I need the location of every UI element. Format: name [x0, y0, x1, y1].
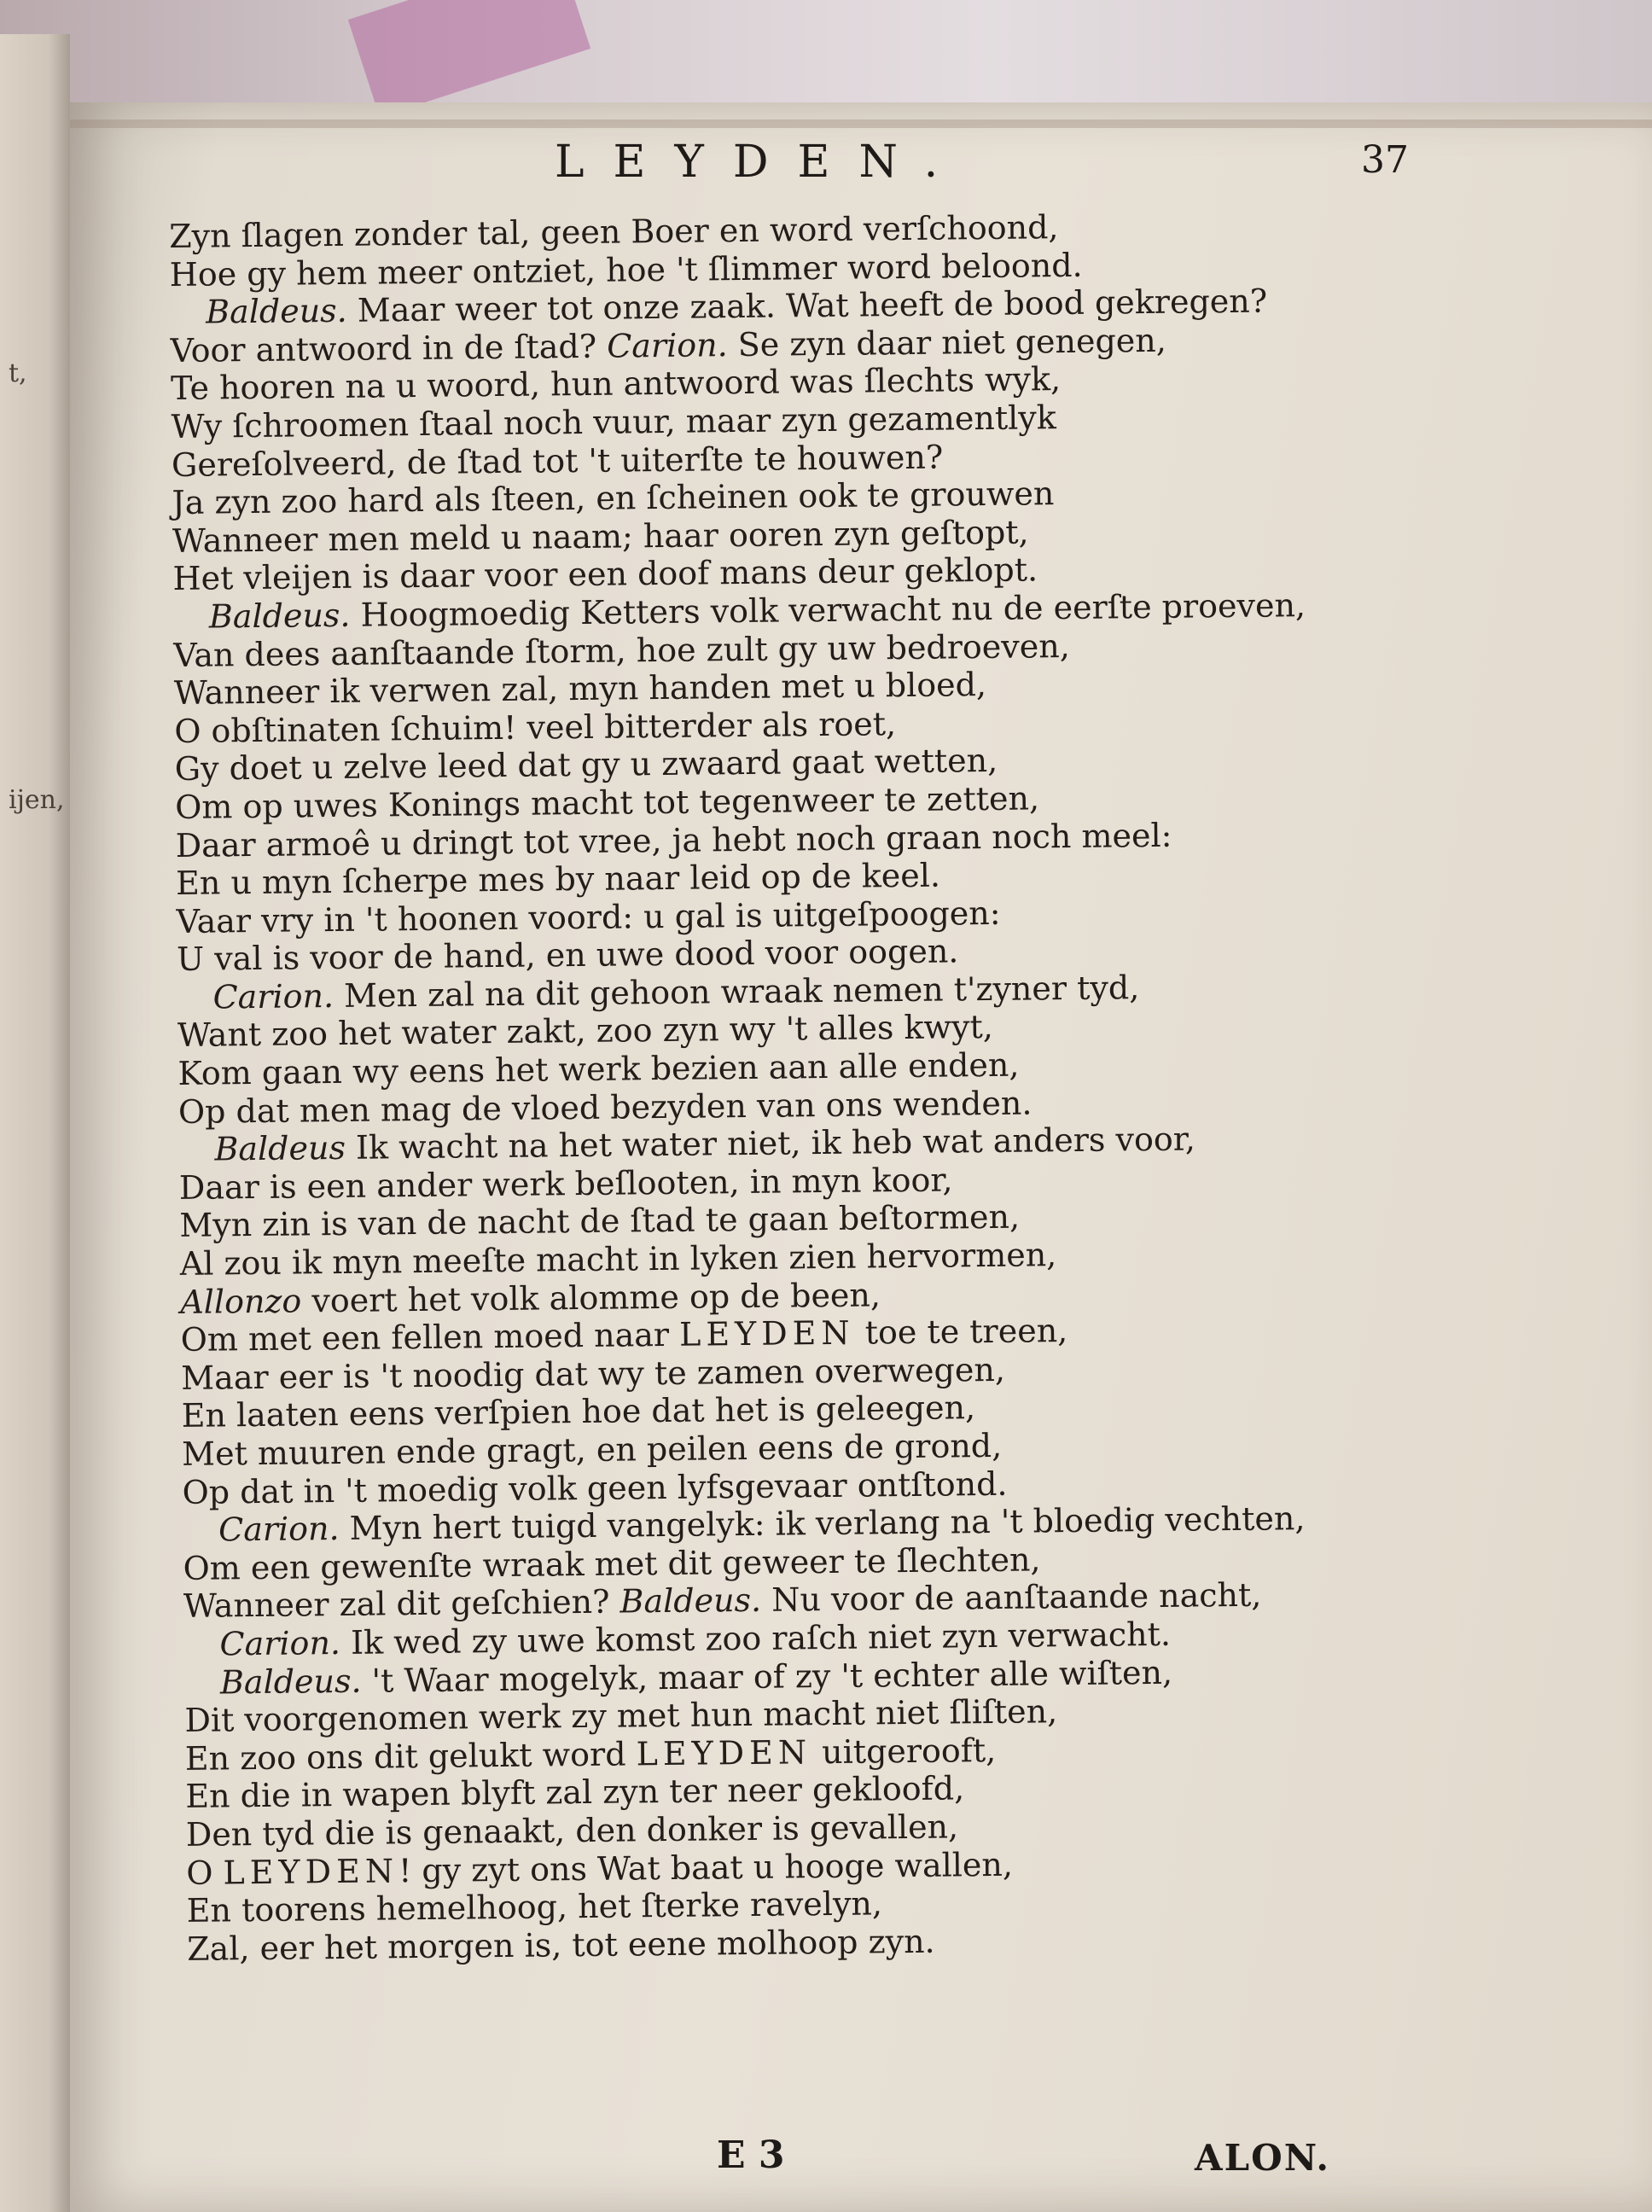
verse-text-segment: toe te treen,: [854, 1312, 1068, 1352]
verse-text-segment: Op dat in 't moedig volk geen lyfsgevaar ontſtond.: [182, 1464, 1008, 1511]
verse-text-segment: Maar weer tot onze zaak. Wat heeft de bood gekregen?: [346, 282, 1268, 330]
verse-text-segment: Te hooren na u woord, hun antwoord was ſlechts wyk,: [170, 360, 1062, 408]
speaker-name: Baldeus: [214, 1129, 346, 1168]
verse-text-segment: ! gy zyt ons Wat baat u hooge wallen,: [398, 1845, 1014, 1889]
verse-text-segment: En die in wapen blyft zal zyn ter neer gekloofd,: [185, 1769, 965, 1816]
verse-text-segment: Zal, eer het morgen is, tot eene molhoop zyn.: [187, 1922, 935, 1968]
running-head-title: LEYDEN.: [555, 137, 968, 188]
verse-text-segment: Nu voor de aanſtaande nacht,: [760, 1576, 1262, 1620]
verse-text-segment: Ja zyn zoo hard als ſteen, en ſcheinen ook te grouwen: [172, 474, 1055, 522]
verse-text-segment: Se zyn daar niet genegen,: [727, 321, 1167, 364]
verse-text-segment: O obſtinaten ſchuim! veel bitterder als roet,: [174, 704, 897, 750]
place-name: LEYDEN: [636, 1732, 812, 1773]
signature-mark: E 3: [717, 2133, 785, 2177]
speaker-name: Carion.: [219, 1623, 341, 1663]
verse-text-segment: Zyn ſlagen zonder tal, geen Boer en word verſchoond,: [169, 208, 1059, 255]
verse-text-segment: En laaten eens verſpien hoe dat het is geleegen,: [181, 1388, 976, 1435]
verse-text-segment: Daar is een ander werk beſlooten, in myn koor,: [178, 1161, 953, 1207]
left-page-fragment: ijen,: [9, 785, 65, 815]
verse-text-segment: Om een gewenſte wraak met dit geweer te ſlechten,: [183, 1540, 1041, 1587]
verse-text-segment: Al zou ik myn meeſte macht in lyken zien hervormen,: [179, 1236, 1057, 1283]
speaker-name: Carion.: [212, 976, 334, 1016]
speaker-name: Baldeus.: [208, 596, 351, 636]
speaker-name: Allonzo: [180, 1282, 302, 1321]
verse-text-segment: Het vleijen is daar voor een doof mans deur geklopt.: [172, 550, 1038, 598]
verse-text-segment: Den tyd die is genaakt, den donker is gevallen,: [185, 1807, 959, 1854]
speaker-name: Carion.: [218, 1510, 340, 1549]
verse-text-segment: Myn hert tuigd vangelyk: ik verlang na 't bloedig vechten,: [339, 1499, 1306, 1548]
speaker-name: Baldeus.: [219, 1662, 362, 1702]
verse-text-segment: Myn zin is van de nacht de ſtad te gaan beſtormen,: [179, 1198, 1021, 1245]
verse-text-segment: Gereſolveerd, de ſtad tot 't uiterſte te houwen?: [171, 438, 944, 484]
verse-text-segment: En u myn ſcherpe mes by naar leid op de keel.: [175, 856, 941, 903]
verse-text-segment: U val is voor de hand, en uwe dood voor oogen.: [176, 932, 959, 979]
verse-text-segment: Dit voorgenomen werk zy met hun macht niet ſliſten,: [184, 1692, 1058, 1740]
verse-text-segment: Wanneer men meld u naam; haar ooren zyn geſtopt,: [172, 513, 1029, 560]
verse-text-segment: Maar eer is 't noodig dat wy te zamen overwegen,: [181, 1350, 1006, 1397]
verse-text-segment: O: [186, 1853, 224, 1892]
verse-text-segment: Daar armoê u dringt tot vree, ja hebt noch graan noch meel:: [175, 816, 1172, 864]
verse-text-segment: Wanneer ik verwen zal, myn handen met u bloed,: [173, 666, 987, 713]
verse-text-segment: Om op uwes Konings macht tot tegenweer te zetten,: [175, 779, 1040, 826]
verse-text-segment: Ik wed zy uwe komst zoo raſch niet zyn verwacht.: [340, 1615, 1172, 1662]
verse-text-segment: Hoe gy hem meer ontziet, hoe 't ſlimmer word beloond.: [169, 246, 1083, 294]
verse-text-segment: Hoogmoedig Ketters volk verwacht nu de eerſte proeven,: [350, 586, 1306, 634]
verse-text-segment: Kom gaan wy eens het werk bezien aan alle enden,: [177, 1045, 1020, 1093]
left-page-fragment: t,: [9, 358, 27, 388]
place-name: LEYDEN: [678, 1313, 855, 1354]
catchword: ALON.: [1195, 2137, 1331, 2179]
verse-text-segment: Met muuren ende gragt, en peilen eens de grond,: [181, 1426, 1003, 1473]
verse-text-segment: uitgerooft,: [811, 1731, 997, 1771]
page-top-edge: [70, 119, 1652, 128]
verse-text-segment: 't Waar mogelyk, maar of zy 't echter alle wiſten,: [361, 1653, 1173, 1700]
verse-text-segment: Wanneer zal dit geſchien?: [183, 1582, 620, 1626]
verse-text-segment: Op dat men mag de vloed bezyden van ons wenden.: [177, 1084, 1032, 1131]
speaker-name: Baldeus.: [205, 292, 347, 331]
verse-text-segment: Voor antwoord in de ſtad?: [170, 327, 608, 370]
verse-text-segment: Vaar vry in 't hoonen voord: u gal is uitgeſpoogen:: [176, 894, 1001, 940]
place-name: LEYDEN: [223, 1851, 399, 1891]
speaker-name: Carion.: [606, 325, 728, 365]
verse-text: [169, 204, 1484, 1968]
verse-text-segment: Om met een fellen moed naar: [180, 1316, 680, 1359]
verse-text-segment: Van dees aanſtaande ſtorm, hoe zult gy uw bedroeven,: [173, 626, 1071, 674]
verse-text-segment: Men zal na dit gehoon wraak nemen t'zyner tyd,: [333, 969, 1140, 1015]
verse-text-segment: En zoo ons dit gelukt word: [184, 1735, 637, 1778]
verse-text-segment: Want zoo het water zakt, zoo zyn wy 't alles kwyt,: [177, 1008, 994, 1055]
verse-text-segment: En toorens hemelhoog, het ſterke ravelyn,: [186, 1884, 883, 1930]
speaker-name: Baldeus.: [620, 1581, 762, 1621]
verse-text-segment: Wy ſchroomen ſtaal noch vuur, maar zyn gezamentlyk: [171, 399, 1056, 445]
verse-text-segment: Ik wacht na het water niet, ik heb wat anders voor,: [345, 1120, 1196, 1167]
verse-text-segment: Gy doet u zelve leed dat gy u zwaard gaat wetten,: [174, 742, 998, 789]
verse-text-segment: voert het volk alomme op de been,: [301, 1275, 881, 1320]
left-page-edge: [0, 34, 70, 2212]
page-number: 37: [1361, 138, 1409, 182]
